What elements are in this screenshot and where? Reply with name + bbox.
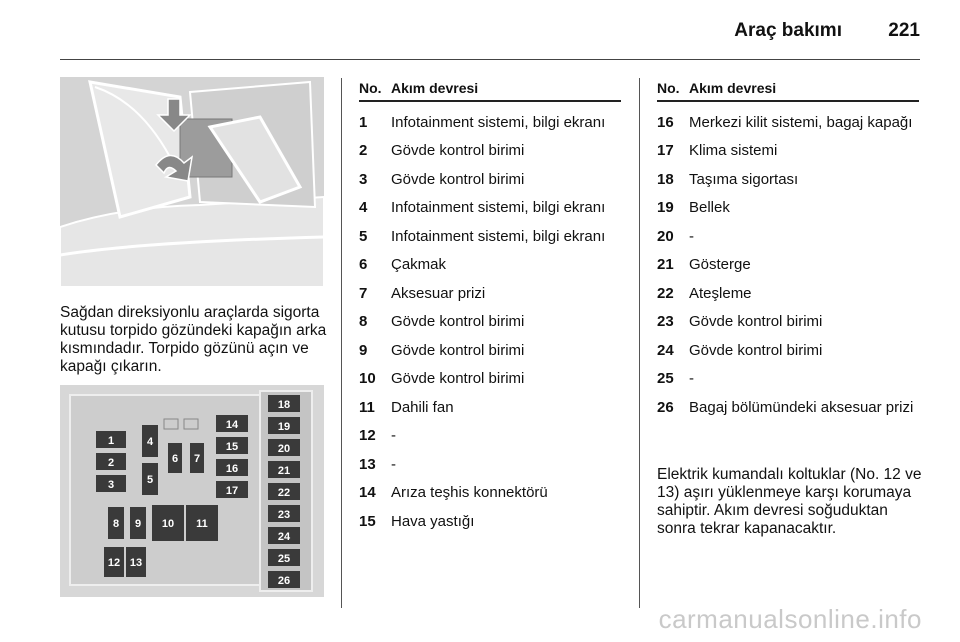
fuse-number: 3: [359, 170, 368, 188]
fuse-number: 20: [657, 227, 674, 245]
fuse-12: [104, 547, 124, 577]
circuit-name: Gövde kontrol birimi: [391, 142, 525, 159]
svg-text:20: 20: [277, 443, 291, 455]
circuit-name: Dahili fan: [391, 398, 454, 416]
circuit-name: Infotainment sistemi, bilgi ekranı: [391, 199, 606, 216]
page-number: 221: [888, 20, 920, 41]
circuit-name: -: [689, 227, 694, 245]
table-row: [359, 456, 621, 473]
relay-11: [186, 505, 218, 541]
fuse-19: [268, 417, 300, 434]
svg-text:13: 13: [129, 557, 143, 569]
fuse-number: 14: [359, 484, 376, 501]
table-row: [359, 399, 621, 416]
svg-text:11: 11: [196, 518, 208, 530]
fuse-25: [268, 549, 300, 566]
fuse-number: 24: [657, 341, 674, 359]
circuit-name: Gövde kontrol birimi: [391, 170, 525, 188]
fuse-21: [268, 461, 300, 478]
fuse-8: [108, 507, 124, 539]
circuit-name: Gösterge: [689, 256, 751, 273]
table-header: [657, 80, 919, 102]
circuit-name: Hava yastığı: [391, 512, 475, 530]
svg-text:6: 6: [171, 453, 179, 465]
fuse-6: [168, 443, 182, 473]
watermark: carmanualsonline.info: [658, 604, 922, 634]
table-row: [657, 313, 919, 330]
page-header: [60, 0, 920, 60]
svg-text:18: 18: [277, 399, 291, 411]
fuse-number: 11: [359, 398, 375, 416]
fuse-22: [268, 483, 300, 500]
table-header: [359, 80, 621, 102]
table-row: [359, 313, 621, 330]
table-row: [359, 370, 621, 387]
table-row: [657, 114, 919, 131]
svg-text:14: 14: [225, 419, 239, 431]
table-row: [657, 171, 919, 188]
circuit-name: Infotainment sistemi, bilgi ekranı: [391, 227, 606, 245]
fuse-table-1: [359, 80, 621, 530]
fuse-number: 19: [657, 199, 674, 216]
fuse-4: [142, 425, 158, 457]
fuse-23: [268, 505, 300, 522]
svg-text:4: 4: [146, 436, 154, 448]
circuit-name: Ateşleme: [689, 284, 752, 302]
svg-text:8: 8: [112, 518, 120, 530]
circuit-name: Merkezi kilit sistemi, bagaj kapağı: [689, 113, 913, 131]
fuse-17: [216, 481, 248, 498]
intro-paragraph: Sağdan direksiyonlu araçlarda sigorta kutusu torpido gözündeki kapağın arka kısmındadır. Torpido gözünü açın ve kapağı çıkarın.: [60, 304, 327, 375]
circuit-name: Gövde kontrol birimi: [391, 341, 525, 359]
fuse-13: [126, 547, 146, 577]
fuse-number: 12: [359, 427, 376, 444]
fuse-number: 25: [657, 370, 674, 387]
circuit-name: Infotainment sistemi, bilgi ekranı: [391, 113, 606, 131]
fuse-18: [268, 395, 300, 412]
table-row: [657, 285, 919, 302]
header-circuit: Akım devresi: [689, 80, 777, 96]
fuse-number: 13: [359, 455, 376, 473]
fuse-number: 17: [657, 142, 674, 159]
fuse-number: 26: [657, 398, 674, 416]
table-row: [359, 171, 621, 188]
fuse-20: [268, 439, 300, 456]
table-row: [359, 513, 621, 530]
circuit-name: Bellek: [689, 199, 730, 216]
svg-text:16: 16: [225, 463, 239, 475]
circuit-name: Taşıma sigortası: [689, 170, 799, 188]
circuit-name: Gövde kontrol birimi: [391, 370, 525, 387]
circuit-name: Gövde kontrol birimi: [391, 313, 525, 330]
table-row: [657, 370, 919, 387]
table-row: [359, 142, 621, 159]
circuit-name: Gövde kontrol birimi: [689, 313, 823, 330]
fuse-1: [96, 431, 126, 448]
circuit-name: Arıza teşhis konnektörü: [391, 484, 548, 501]
fuse-number: 22: [657, 284, 674, 302]
fuse-number: 15: [359, 512, 376, 530]
circuit-name: Bagaj bölümündeki aksesuar prizi: [689, 398, 914, 416]
section-title: Araç bakımı: [734, 20, 842, 41]
circuit-name: -: [689, 370, 694, 387]
svg-text:9: 9: [134, 518, 142, 530]
table-row: [359, 228, 621, 245]
fuse-15: [216, 437, 248, 454]
fuse-number: 18: [657, 170, 674, 188]
fuse-number: 6: [359, 256, 368, 273]
table-row: [657, 342, 919, 359]
svg-text:12: 12: [107, 557, 121, 569]
fuse-3: [96, 475, 126, 492]
fuse-number: 1: [359, 113, 368, 131]
column-divider-1: [341, 78, 342, 608]
fuse-table-2: [657, 80, 919, 416]
table-row: [657, 256, 919, 273]
table-row: [359, 199, 621, 216]
circuit-name: -: [391, 455, 396, 473]
svg-text:15: 15: [225, 441, 239, 453]
fuse-number: 21: [657, 256, 674, 273]
svg-text:19: 19: [277, 421, 291, 433]
fuse-2: [96, 453, 126, 470]
fuse-number: 16: [657, 113, 674, 131]
fuse-16: [216, 459, 248, 476]
svg-text:17: 17: [225, 485, 239, 497]
header-circuit: Akım devresi: [391, 80, 479, 96]
circuit-name: Çakmak: [391, 256, 447, 273]
table-row: [359, 342, 621, 359]
table-row: [359, 484, 621, 501]
circuit-name: Aksesuar prizi: [391, 284, 486, 302]
circuit-name: -: [391, 427, 396, 444]
table-row: [657, 142, 919, 159]
fuse-7: [190, 443, 204, 473]
svg-text:1: 1: [107, 435, 115, 447]
fuse-9: [130, 507, 146, 539]
glovebox-illustration: [60, 77, 324, 287]
fuse-number: 23: [657, 313, 674, 330]
fuse-number: 7: [359, 284, 368, 302]
fuse-24: [268, 527, 300, 544]
svg-text:10: 10: [161, 518, 175, 530]
fuse-number: 5: [359, 227, 368, 245]
fuse-number: 4: [359, 199, 368, 216]
fuse-box-diagram: [60, 385, 324, 597]
fuse-number: 2: [359, 142, 368, 159]
svg-text:26: 26: [277, 575, 291, 587]
header-no: No.: [359, 80, 382, 96]
table-row: [657, 399, 919, 416]
fuse-number: 8: [359, 313, 368, 330]
table-row: [359, 114, 621, 131]
relay-10: [152, 505, 184, 541]
circuit-name: Gövde kontrol birimi: [689, 341, 823, 359]
column-divider-2: [639, 78, 640, 608]
table-row: [657, 199, 919, 216]
svg-text:2: 2: [107, 457, 115, 469]
header-no: No.: [657, 80, 680, 96]
svg-text:22: 22: [277, 487, 291, 499]
fuse-number: 9: [359, 341, 368, 359]
svg-text:5: 5: [146, 474, 154, 486]
svg-text:25: 25: [277, 553, 291, 565]
fuse-5: [142, 463, 158, 495]
table-row: [359, 427, 621, 444]
svg-text:23: 23: [277, 509, 291, 521]
table-row: [657, 228, 919, 245]
fuse-14: [216, 415, 248, 432]
svg-text:24: 24: [277, 531, 291, 543]
table-row: [359, 256, 621, 273]
circuit-name: Klima sistemi: [689, 142, 778, 159]
svg-text:21: 21: [277, 465, 291, 477]
note-paragraph: Elektrik kumandalı koltuklar (No. 12 ve 13) aşırı yüklenmeye karşı korumaya sahiptir. Akım devresi soğuduktan sonra tekrar kapanacaktır.: [657, 466, 922, 537]
table-row: [359, 285, 621, 302]
svg-text:7: 7: [193, 453, 201, 465]
svg-text:3: 3: [107, 479, 115, 491]
fuse-number: 10: [359, 370, 376, 387]
fuse-26: [268, 571, 300, 588]
